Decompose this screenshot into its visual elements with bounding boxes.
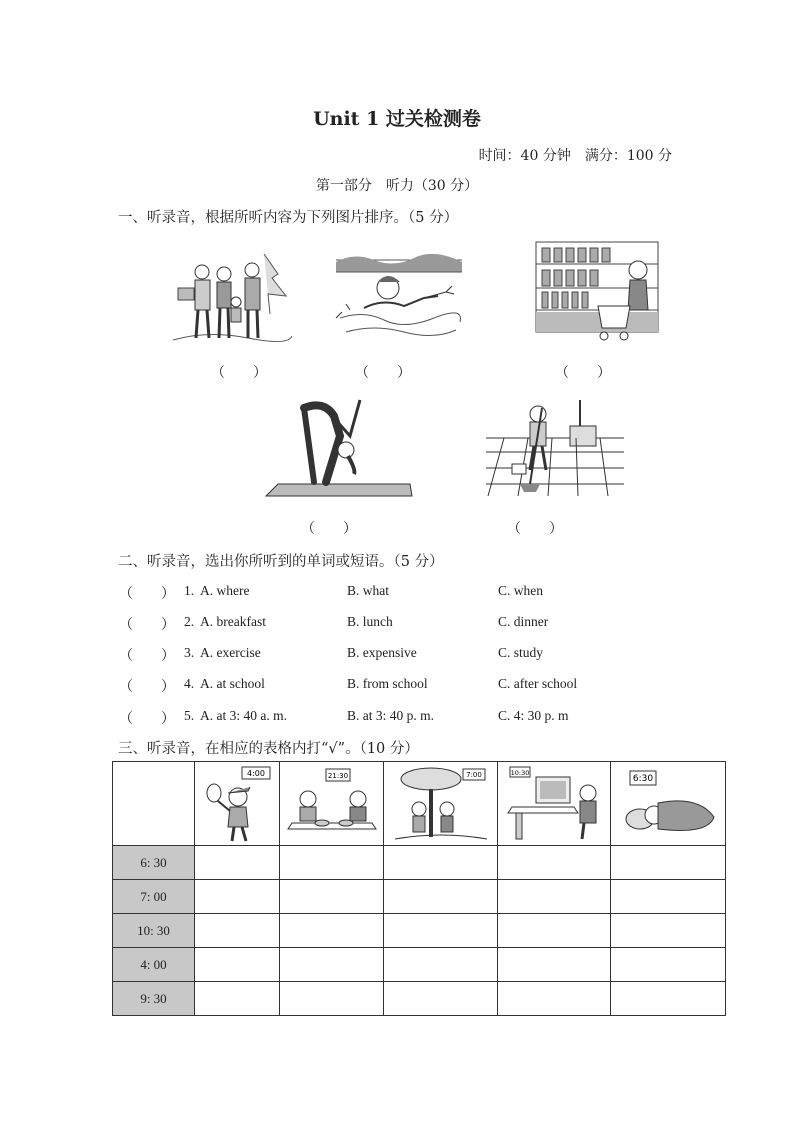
check-cell[interactable] bbox=[195, 982, 280, 1016]
section1-title: 一、听录音，根据所听内容为下列图片排序。（5 分） bbox=[118, 210, 459, 226]
page-title: Unit 1 过关检测卷 bbox=[313, 108, 481, 130]
computer-picture bbox=[504, 765, 604, 843]
check-cell[interactable] bbox=[384, 982, 498, 1016]
check-cell[interactable] bbox=[195, 948, 280, 982]
yoga-picture bbox=[264, 396, 414, 502]
section2-title: 二、听录音，选出你所听到的单词或短语。（5 分） bbox=[118, 554, 444, 570]
time-cell: 10: 30 bbox=[113, 914, 195, 948]
check-cell[interactable] bbox=[280, 846, 384, 880]
option-c[interactable]: C. when bbox=[498, 583, 543, 598]
table-row bbox=[113, 982, 726, 1016]
option-b[interactable]: B. from school bbox=[347, 676, 428, 691]
clock-label: 4:00 bbox=[247, 768, 265, 778]
option-c[interactable]: C. dinner bbox=[498, 614, 549, 629]
option-c[interactable]: C. 4: 30 p. m bbox=[498, 708, 569, 723]
time-cell: 6: 30 bbox=[113, 846, 195, 880]
option-b[interactable]: B. lunch bbox=[347, 614, 393, 629]
check-cell[interactable] bbox=[498, 846, 611, 880]
option-b[interactable]: B. expensive bbox=[347, 645, 417, 660]
swimming-picture bbox=[334, 248, 464, 344]
question-number: 4. bbox=[184, 676, 195, 691]
order-blank-5[interactable]: （ ） bbox=[507, 521, 563, 537]
table-row bbox=[113, 948, 726, 982]
order-blank-2[interactable]: （ ） bbox=[355, 365, 411, 381]
computer-picture-cell bbox=[498, 762, 611, 846]
check-cell[interactable] bbox=[498, 914, 611, 948]
order-blank-3[interactable]: （ ） bbox=[555, 365, 611, 381]
shopping-picture bbox=[534, 240, 660, 344]
clock-label: 7:00 bbox=[465, 770, 482, 779]
check-cell[interactable] bbox=[611, 880, 726, 914]
order-blank-4[interactable]: （ ） bbox=[301, 521, 357, 537]
order-blank-1[interactable]: （ ） bbox=[211, 365, 267, 381]
question-number: 5. bbox=[184, 708, 195, 723]
table-row bbox=[113, 846, 726, 880]
schedule-table bbox=[112, 761, 726, 1016]
check-cell[interactable] bbox=[195, 846, 280, 880]
check-cell[interactable] bbox=[498, 948, 611, 982]
option-a[interactable]: A. at school bbox=[200, 676, 265, 691]
check-cell[interactable] bbox=[280, 982, 384, 1016]
option-a[interactable]: A. breakfast bbox=[200, 614, 266, 629]
option-b[interactable]: B. at 3: 40 p. m. bbox=[347, 708, 434, 723]
clock-label: 21:30 bbox=[327, 771, 348, 780]
table-header-row bbox=[113, 762, 726, 846]
section3-title: 三、听录音，在相应的表格内打“√”。（10 分） bbox=[118, 741, 419, 757]
check-cell[interactable] bbox=[611, 948, 726, 982]
answer-blank-4[interactable]: （ ） bbox=[119, 679, 175, 695]
sleeping-picture-cell bbox=[611, 762, 726, 846]
dinner-picture bbox=[286, 765, 378, 843]
table-row bbox=[113, 880, 726, 914]
time-cell: 9: 30 bbox=[113, 982, 195, 1016]
family-walk-picture bbox=[168, 244, 292, 348]
question-number: 2. bbox=[184, 614, 195, 629]
tennis-picture-cell bbox=[195, 762, 280, 846]
tennis-picture bbox=[202, 765, 272, 843]
question-number: 3. bbox=[184, 645, 195, 660]
check-cell[interactable] bbox=[498, 982, 611, 1016]
exam-meta: 时间：40 分钟 满分：100 分 bbox=[478, 148, 672, 164]
clock-label: 10:30 bbox=[510, 768, 530, 777]
check-cell[interactable] bbox=[384, 846, 498, 880]
question-number: 1. bbox=[184, 583, 195, 598]
answer-blank-2[interactable]: （ ） bbox=[119, 617, 175, 633]
check-cell[interactable] bbox=[195, 914, 280, 948]
check-cell[interactable] bbox=[280, 914, 384, 948]
option-c[interactable]: C. after school bbox=[498, 676, 578, 691]
time-cell: 7: 00 bbox=[113, 880, 195, 914]
check-cell[interactable] bbox=[195, 880, 280, 914]
option-a[interactable]: A. at 3: 40 a. m. bbox=[200, 708, 287, 723]
option-a[interactable]: A. where bbox=[200, 583, 250, 598]
check-cell[interactable] bbox=[611, 846, 726, 880]
empty-corner-cell bbox=[113, 762, 195, 846]
option-c[interactable]: C. study bbox=[498, 645, 544, 660]
check-cell[interactable] bbox=[280, 948, 384, 982]
check-cell[interactable] bbox=[384, 914, 498, 948]
check-cell[interactable] bbox=[384, 948, 498, 982]
reading-picture-cell bbox=[384, 762, 498, 846]
check-cell[interactable] bbox=[280, 880, 384, 914]
check-cell[interactable] bbox=[611, 982, 726, 1016]
table-row bbox=[113, 914, 726, 948]
answer-blank-3[interactable]: （ ） bbox=[119, 648, 175, 664]
check-cell[interactable] bbox=[611, 914, 726, 948]
option-a[interactable]: A. exercise bbox=[200, 645, 261, 660]
clock-label: 6:30 bbox=[632, 773, 654, 784]
check-cell[interactable] bbox=[498, 880, 611, 914]
check-cell[interactable] bbox=[384, 880, 498, 914]
answer-blank-5[interactable]: （ ） bbox=[119, 711, 175, 727]
option-b[interactable]: B. what bbox=[347, 583, 389, 598]
time-cell: 4: 00 bbox=[113, 948, 195, 982]
mopping-picture bbox=[484, 398, 626, 498]
dinner-picture-cell bbox=[280, 762, 384, 846]
part-heading: 第一部分 听力（30 分） bbox=[315, 178, 479, 194]
answer-blank-1[interactable]: （ ） bbox=[119, 586, 175, 602]
sleeping-picture bbox=[618, 765, 718, 843]
reading-picture bbox=[391, 765, 491, 843]
